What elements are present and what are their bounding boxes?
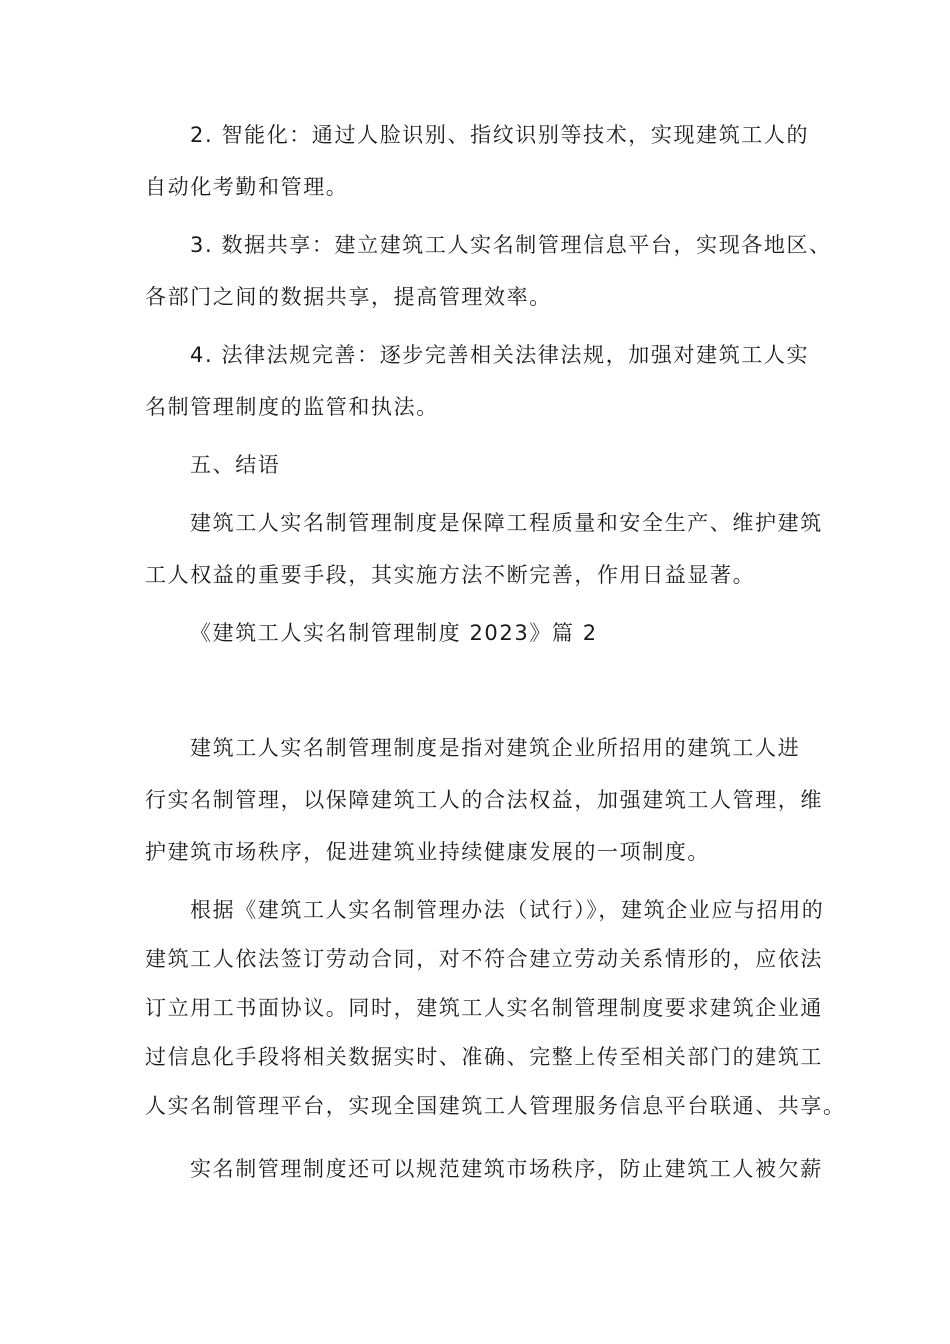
paragraph-8-line-4: 过信息化手段将相关数据实时、准确、完整上传至相关部门的建筑工	[145, 1045, 823, 1069]
paragraph-1-line-2: 自动化考勤和管理。	[145, 175, 349, 199]
paragraph-5-line-2: 工人权益的重要手段，其实施方法不断完善，作用日益显著。	[145, 563, 756, 587]
paragraph-2-line-2: 各部门之间的数据共享，提高管理效率。	[145, 285, 552, 309]
paragraph-9-line-1: 实名制管理制度还可以规范建筑市场秩序，防止建筑工人被欠薪	[190, 1157, 823, 1181]
paragraph-3-line-1: 4. 法律法规完善：逐步完善相关法律法规，加强对建筑工人实	[190, 343, 810, 367]
article-title: 《建筑工人实名制管理制度 2023》篇 2	[190, 621, 598, 645]
paragraph-7-line-2: 行实名制管理，以保障建筑工人的合法权益，加强建筑工人管理，维	[145, 788, 823, 812]
paragraph-7-line-1: 建筑工人实名制管理制度是指对建筑企业所招用的建筑工人进	[190, 736, 801, 760]
section-heading-conclusion: 五、结语	[190, 453, 281, 477]
paragraph-7-line-3: 护建筑市场秩序，促进建筑业持续健康发展的一项制度。	[145, 840, 710, 864]
paragraph-8-line-3: 订立用工书面协议。同时，建筑工人实名制管理制度要求建筑企业通	[145, 996, 823, 1020]
paragraph-3-line-2: 名制管理制度的监管和执法。	[145, 395, 439, 419]
paragraph-8-line-5: 人实名制管理平台，实现全国建筑工人管理服务信息平台联通、共享。	[145, 1094, 846, 1118]
paragraph-2-line-1: 3. 数据共享：建立建筑工人实名制管理信息平台，实现各地区、	[190, 233, 832, 257]
paragraph-8-line-2: 建筑工人依法签订劳动合同，对不符合建立劳动关系情形的，应依法	[145, 947, 823, 971]
paragraph-5-line-1: 建筑工人实名制管理制度是保障工程质量和安全生产、维护建筑	[190, 511, 823, 535]
paragraph-8-line-1: 根据《建筑工人实名制管理办法（试行）》，建筑企业应与招用的	[190, 898, 825, 922]
paragraph-1-line-1: 2. 智能化：通过人脸识别、指纹识别等技术，实现建筑工人的	[190, 123, 810, 147]
